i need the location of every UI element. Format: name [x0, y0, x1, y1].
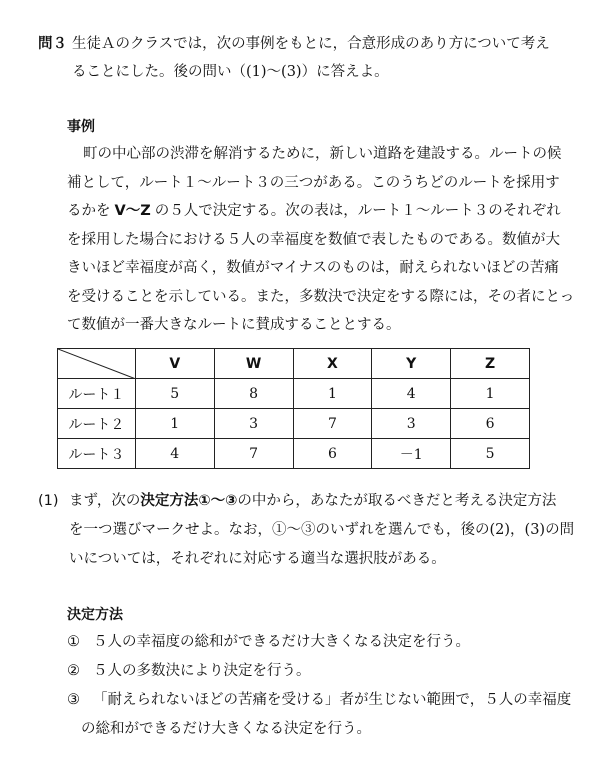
case-line-2: 補として，ルート１～ルート３の三つがある。このうちどのルートを採用す	[67, 174, 560, 191]
case-title: 事例	[67, 119, 95, 135]
case-line-4: を採用した場合における５人の幸福度を数値で表したものである。数値が大	[67, 231, 560, 248]
row-label: ルート１	[58, 379, 136, 409]
table-cell: 6	[451, 409, 530, 439]
methods-list	[67, 628, 572, 744]
column-header: W	[214, 349, 293, 379]
method-mark: ③	[67, 692, 80, 708]
case-line-6: を受けることを示している。また，多数決で決定をする際には，その者にとっ	[67, 288, 575, 305]
method-item-1	[67, 628, 567, 657]
sub-question-1	[38, 487, 575, 574]
table-cell: 1	[135, 409, 214, 439]
case-body	[67, 140, 575, 340]
methods-title: 決定方法	[67, 607, 123, 623]
sub1-text-1a: まず，次の	[69, 493, 141, 509]
column-header: V	[135, 349, 214, 379]
column-header: Y	[372, 349, 451, 379]
question-text-2: ることにした。後の問い（(1)～(3)）に答えよ。	[72, 64, 389, 80]
table-cell: 1	[451, 379, 530, 409]
sub1-text-1b: 決定方法①～③	[140, 493, 238, 509]
case-line-3	[67, 197, 562, 226]
table-cell: －1	[372, 439, 451, 469]
sub1-line-3: いについては，それぞれに対応する適当な選択肢がある。	[69, 551, 446, 567]
sub1-line-2: を一つ選びマークせよ。なお，①～③のいずれを選んでも，後の(2)，(3)の問	[69, 522, 575, 538]
table-cell: 5	[135, 379, 214, 409]
case-line-7: て数値が一番大きなルートに賛成することとする。	[67, 317, 401, 333]
table-cell: 3	[372, 409, 451, 439]
method-text: ５人の多数決により決定を行う。	[93, 663, 311, 679]
people-range: V～Z	[114, 203, 151, 219]
column-header: X	[293, 349, 372, 379]
table-cell: 1	[293, 379, 372, 409]
question-line-1	[38, 30, 558, 58]
table-corner-cell	[58, 349, 136, 379]
column-header: Z	[451, 349, 530, 379]
sub1-line-1	[38, 487, 563, 516]
question-header	[38, 30, 558, 86]
diagonal-line	[58, 349, 136, 379]
method-mark: ②	[67, 663, 80, 679]
table-row	[58, 409, 530, 439]
method-item-3	[67, 686, 572, 715]
table-cell: 4	[135, 439, 214, 469]
case-line-3a: るかを	[67, 203, 111, 219]
happiness-table	[57, 348, 530, 469]
method-text-continued: の総和ができるだけ大きくなる決定を行う。	[81, 721, 371, 737]
method-text: ５人の幸福度の総和ができるだけ大きくなる決定を行う。	[93, 634, 470, 650]
table-header-row	[58, 349, 530, 379]
case-line-3b: の５人で決定する。次の表は，ルート１～ルート３のそれぞれ	[154, 203, 561, 219]
table-row	[58, 379, 530, 409]
table-cell: 3	[214, 409, 293, 439]
sub1-text-1c: の中から，あなたが取るべきだと考える決定方法	[237, 493, 557, 509]
question-text-1: 生徒Ａのクラスでは，次の事例をもとに，合意形成のあり方について考え	[72, 36, 550, 52]
table-cell: 5	[451, 439, 530, 469]
table-cell: 4	[372, 379, 451, 409]
sub1-number: (1)	[38, 493, 59, 509]
row-label: ルート２	[58, 409, 136, 439]
table-cell: 7	[214, 439, 293, 469]
case-line-1: 町の中心部の渋滞を解消するために，新しい道路を建設する。ルートの候	[83, 146, 562, 162]
method-text: 「耐えられないほどの苦痛を受ける」者が生じない範囲で，５人の幸福度	[93, 692, 572, 708]
method-mark: ①	[67, 634, 80, 650]
question-number: 問３	[38, 36, 67, 52]
method-item-2	[67, 657, 567, 686]
table-cell: 6	[293, 439, 372, 469]
table-cell: 8	[214, 379, 293, 409]
case-line-5: きいほど幸福度が高く，数値がマイナスのものは，耐えられないほどの苦痛	[67, 260, 559, 276]
table-cell: 7	[293, 409, 372, 439]
table-row	[58, 439, 530, 469]
row-label: ルート３	[58, 439, 136, 469]
